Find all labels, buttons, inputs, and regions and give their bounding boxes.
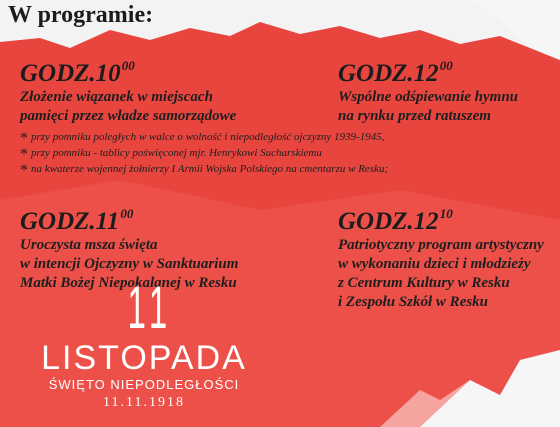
event-time: $GODZ.12^{10}$: [338, 206, 453, 235]
page-heading: W programie:: [8, 2, 154, 28]
event-time: $GODZ.10^{00}$: [20, 58, 135, 87]
logo-date: 11.11.1918: [103, 395, 185, 410]
logo-number: 11: [127, 274, 173, 341]
location-notes: [20, 130, 388, 178]
logo-month: LISTOPADA: [41, 339, 247, 377]
note-item: * na kwaterze wojennej żołnierzy I Armii Wojska Polskiego na cmentarzu w Resku;: [20, 162, 389, 179]
event-line: i Zespołu Szkół w Resku: [338, 294, 489, 310]
independence-day-logo: [28, 274, 260, 412]
event-line: Matki Bożej Niepokalanej w Resku: [20, 275, 237, 291]
event-line: w wykonaniu dzieci i młodzieży: [338, 256, 531, 272]
event-time: $GODZ.11^{00}$: [20, 206, 134, 235]
event-line: pamięci przez władze samorządowe: [20, 108, 237, 124]
event-line: Wspólne odśpiewanie hymnu: [338, 89, 519, 105]
note-item: * przy pomniku - tablicy poświęconej mjr. Henrykowi Sucharskiemu: [20, 146, 322, 163]
event-block: [338, 52, 518, 126]
event-line: na rynku przed ratuszem: [338, 108, 491, 124]
event-time: $GODZ.12^{00}$: [338, 58, 453, 87]
event-line: Uroczysta msza święta: [20, 237, 158, 253]
asterisk-icon: *: [20, 162, 28, 179]
event-block: [20, 52, 236, 126]
asterisk-icon: *: [20, 146, 28, 163]
event-line: Patriotyczny program artystyczny: [338, 237, 544, 253]
note-item: * przy pomniku poległych w walce o wolność i niepodległość ojczyzny 1939-1945,: [20, 130, 385, 147]
logo-subtitle: ŚWIĘTO NIEPODLEGŁOŚCI: [48, 377, 240, 392]
event-line: z Centrum Kultury w Resku: [338, 275, 510, 291]
event-line: w intencji Ojczyzny w Sanktuarium: [20, 256, 239, 272]
event-line: Złożenie wiązanek w miejscach: [20, 89, 213, 105]
asterisk-icon: *: [20, 130, 28, 147]
event-block: [338, 200, 544, 312]
